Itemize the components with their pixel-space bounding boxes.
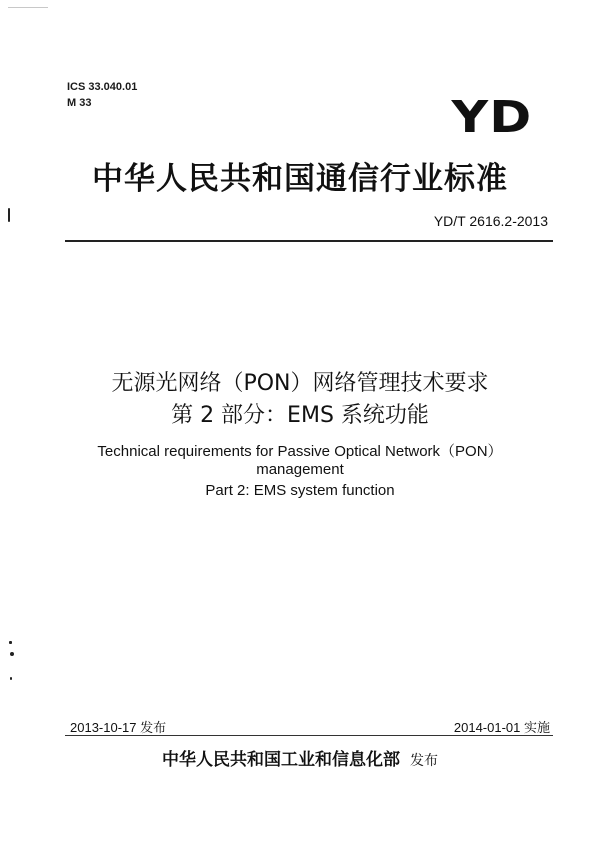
yd-logo: YD: [451, 92, 532, 143]
issuing-authority: [0, 745, 600, 770]
english-title-line-1: Technical requirements for Passive Optical Network（PON）: [97, 443, 503, 460]
ics-code: ICS 33.040.01: [67, 81, 138, 93]
scan-artifact: [10, 652, 14, 656]
standard-number: YD/T 2616.2-2013: [433, 213, 548, 229]
header-divider: [65, 240, 553, 242]
chinese-title-line-2: 第 2 部分：EMS 系统功能: [171, 403, 429, 428]
scan-artifact: [8, 208, 10, 222]
issue-date: 2013-10-17 发布: [70, 720, 167, 735]
scan-artifact: [8, 7, 48, 8]
english-title-line-3: Part 2: EMS system function: [205, 482, 395, 499]
scan-artifact: [9, 641, 12, 644]
english-title-line-2: management: [256, 461, 344, 478]
implementation-date: 2014-01-01 实施: [453, 720, 550, 735]
standard-category-title: 中华人民共和国通信行业标准: [92, 161, 508, 197]
classification-code: M 33: [67, 97, 92, 109]
issuer-suffix: 发布: [410, 753, 438, 769]
issuer-name: 中华人民共和国工业和信息化部: [162, 750, 400, 770]
scan-artifact: [10, 677, 12, 680]
chinese-title-line-1: 无源光网络（PON）网络管理技术要求: [111, 371, 489, 396]
footer-divider: [65, 735, 553, 736]
